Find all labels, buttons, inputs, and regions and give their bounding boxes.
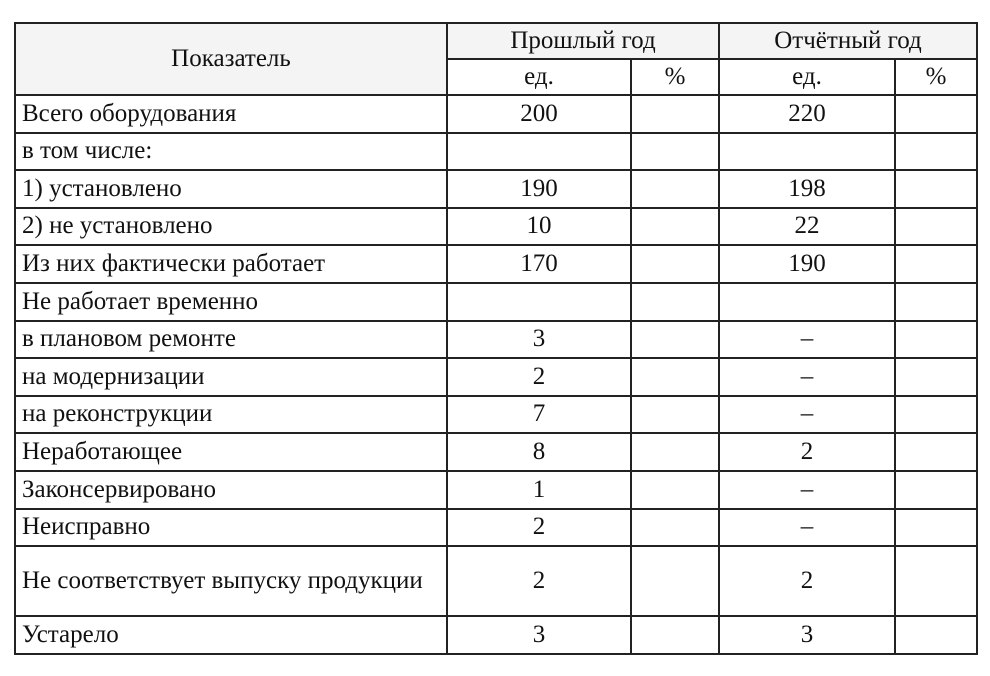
table-row (15, 396, 977, 434)
rep-percent-cell (895, 546, 977, 616)
prev-units-cell: 7 (447, 396, 631, 434)
row-label: 2) не установлено (15, 208, 447, 246)
rep-percent-cell (895, 95, 977, 133)
prev-percent-cell (631, 509, 719, 547)
prev-units-cell: 190 (447, 170, 631, 208)
equipment-table (14, 22, 978, 655)
prev-units-cell: 8 (447, 433, 631, 471)
rep-percent-cell (895, 396, 977, 434)
table-row (15, 546, 977, 616)
prev-units-cell: 10 (447, 208, 631, 246)
prev-percent-cell (631, 471, 719, 509)
rep-units-cell: 22 (719, 208, 895, 246)
table-row (15, 433, 977, 471)
table-row (15, 170, 977, 208)
prev-units-cell: 3 (447, 616, 631, 654)
prev-percent-cell (631, 433, 719, 471)
rep-percent-cell (895, 133, 977, 171)
table-row (15, 245, 977, 283)
rep-units-cell: – (719, 509, 895, 547)
prev-percent-cell (631, 95, 719, 133)
row-label: в плановом ремонте (15, 321, 447, 359)
table-row (15, 471, 977, 509)
prev-units-cell: 200 (447, 95, 631, 133)
prev-percent-cell (631, 358, 719, 396)
table-row (15, 358, 977, 396)
row-label: на модернизации (15, 358, 447, 396)
header-prev-year: Прошлый год (447, 23, 719, 59)
header-rep-units: ед. (719, 59, 895, 95)
rep-percent-cell (895, 509, 977, 547)
prev-percent-cell (631, 283, 719, 321)
header-prev-percent: % (631, 59, 719, 95)
table-row (15, 321, 977, 359)
rep-percent-cell (895, 616, 977, 654)
table-row (15, 208, 977, 246)
rep-percent-cell (895, 321, 977, 359)
table-row (15, 616, 977, 654)
rep-percent-cell (895, 208, 977, 246)
row-label: Всего оборудования (15, 95, 447, 133)
prev-percent-cell (631, 546, 719, 616)
rep-percent-cell (895, 170, 977, 208)
rep-units-cell: – (719, 471, 895, 509)
header-indicator: Показатель (15, 23, 447, 95)
prev-percent-cell (631, 245, 719, 283)
rep-percent-cell (895, 245, 977, 283)
rep-percent-cell (895, 433, 977, 471)
table-row (15, 283, 977, 321)
prev-units-cell: 3 (447, 321, 631, 359)
header-report-year: Отчётный год (719, 23, 977, 59)
table-row (15, 95, 977, 133)
table-row (15, 133, 977, 171)
rep-units-cell: 2 (719, 433, 895, 471)
rep-percent-cell (895, 358, 977, 396)
rep-units-cell (719, 133, 895, 171)
table-row (15, 509, 977, 547)
header-rep-percent: % (895, 59, 977, 95)
row-label: на реконструкции (15, 396, 447, 434)
prev-percent-cell (631, 396, 719, 434)
row-label: Не соответствует выпуску продукции (15, 546, 447, 616)
prev-percent-cell (631, 133, 719, 171)
row-label: Неисправно (15, 509, 447, 547)
rep-units-cell: – (719, 396, 895, 434)
rep-units-cell: – (719, 358, 895, 396)
prev-percent-cell (631, 170, 719, 208)
prev-units-cell: 2 (447, 509, 631, 547)
rep-units-cell (719, 283, 895, 321)
rep-units-cell: 198 (719, 170, 895, 208)
row-label: Из них фактически работает (15, 245, 447, 283)
prev-percent-cell (631, 616, 719, 654)
row-label: Неработающее (15, 433, 447, 471)
prev-units-cell: 2 (447, 358, 631, 396)
rep-units-cell: 220 (719, 95, 895, 133)
prev-units-cell: 2 (447, 546, 631, 616)
prev-units-cell: 1 (447, 471, 631, 509)
row-label: Законсервировано (15, 471, 447, 509)
rep-units-cell: 3 (719, 616, 895, 654)
prev-units-cell (447, 133, 631, 171)
rep-units-cell: 190 (719, 245, 895, 283)
rep-units-cell: – (719, 321, 895, 359)
prev-units-cell (447, 283, 631, 321)
rep-percent-cell (895, 471, 977, 509)
row-label: Не работает временно (15, 283, 447, 321)
prev-percent-cell (631, 321, 719, 359)
row-label: в том числе: (15, 133, 447, 171)
prev-percent-cell (631, 208, 719, 246)
row-label: Устарело (15, 616, 447, 654)
rep-percent-cell (895, 283, 977, 321)
row-label: 1) установлено (15, 170, 447, 208)
prev-units-cell: 170 (447, 245, 631, 283)
rep-units-cell: 2 (719, 546, 895, 616)
header-prev-units: ед. (447, 59, 631, 95)
